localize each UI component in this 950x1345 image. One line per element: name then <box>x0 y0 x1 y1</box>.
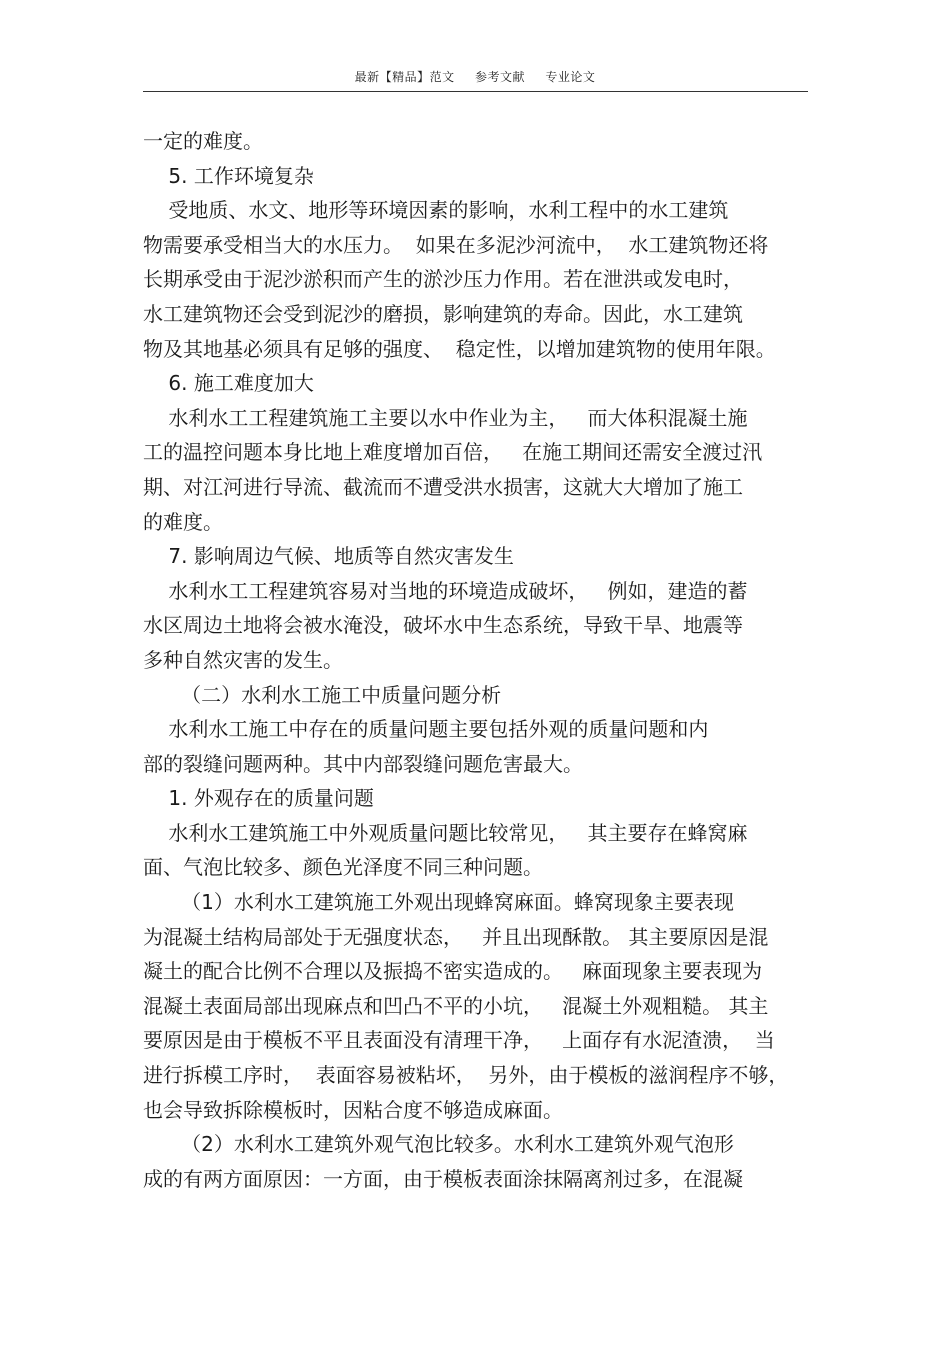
section-heading: （二）水利水工施工中质量问题分析 <box>143 682 502 707</box>
text-line: 水利水工施工中存在的质量问题主要包括外观的质量问题和内 <box>143 717 709 742</box>
text-line: 水利水工工程建筑容易对当地的环境造成破坏， 例如，建造的蓄 <box>143 578 748 603</box>
text-line: 混凝土表面局部出现麻点和凹凸不平的小坑， 混凝土外观粗糙。 其主 <box>143 993 769 1018</box>
text-line: 长期承受由于泥沙淤积而产生的淤沙压力作用。若在泄洪或发电时， <box>143 267 743 292</box>
text-line: 期、对江河进行导流、截流而不遭受洪水损害，这就大大增加了施工 <box>143 474 743 499</box>
text-line: 进行拆模工序时， 表面容易被粘坏， 另外，由于模板的滋润程序不够， <box>143 1063 789 1088</box>
text-line: 物需要承受相当大的水压力。 如果在多泥沙河流中， 水工建筑物还将 <box>143 232 769 257</box>
header-item: 最新【精品】范文 <box>354 70 455 84</box>
text-line: 面、气泡比较多、颜色光泽度不同三种问题。 <box>143 855 543 880</box>
text-line: 成的有两方面原因：一方面，由于模板表面涂抹隔离剂过多，在混凝 <box>143 1166 743 1191</box>
body-text <box>143 124 823 1196</box>
header-divider <box>143 91 808 92</box>
text-line: 的难度。 <box>143 509 223 534</box>
text-line: 水工建筑物还会受到泥沙的磨损，影响建筑的寿命。因此，水工建筑 <box>143 301 743 326</box>
page-header <box>0 68 950 85</box>
section-heading: 6. 施工难度加大 <box>143 371 314 396</box>
text-line: （1）水利水工建筑施工外观出现蜂窝麻面。蜂窝现象主要表现 <box>143 890 734 915</box>
section-heading: 7. 影响周边气候、地质等自然灾害发生 <box>143 544 514 569</box>
text-line: 水区周边土地将会被水淹没，破坏水中生态系统，导致干旱、地震等 <box>143 613 743 638</box>
header-item: 参考文献 <box>474 70 525 84</box>
section-heading: 5. 工作环境复杂 <box>143 163 314 188</box>
section-heading: 1. 外观存在的质量问题 <box>143 786 374 811</box>
text-line: 受地质、水文、地形等环境因素的影响，水利工程中的水工建筑 <box>143 198 729 223</box>
text-line: （2）水利水工建筑外观气泡比较多。水利水工建筑外观气泡形 <box>143 1132 734 1157</box>
text-line: 水利水工工程建筑施工主要以水中作业为主， 而大体积混凝土施 <box>143 405 748 430</box>
text-line: 部的裂缝问题两种。其中内部裂缝问题危害最大。 <box>143 751 583 776</box>
text-line: 要原因是由于模板不平且表面没有清理干净， 上面存有水泥渣溃， 当 <box>143 1028 775 1053</box>
text-line: 多种自然灾害的发生。 <box>143 647 343 672</box>
text-line: 一定的难度。 <box>143 129 263 153</box>
text-line: 凝土的配合比例不合理以及振捣不密实造成的。 麻面现象主要表现为 <box>143 959 763 984</box>
text-line: 物及其地基必须具有足够的强度、 稳定性，以增加建筑物的使用年限。 <box>143 336 776 361</box>
header-item: 专业论文 <box>545 70 596 84</box>
text-line: 工的温控问题本身比地上难度增加百倍， 在施工期间还需安全渡过汛 <box>143 440 763 465</box>
text-line: 为混凝土结构局部处于无强度状态， 并且出现酥散。 其主要原因是混 <box>143 924 769 949</box>
text-line: 也会导致拆除模板时，因粘合度不够造成麻面。 <box>143 1097 563 1122</box>
text-line: 水利水工建筑施工中外观质量问题比较常见， 其主要存在蜂窝麻 <box>143 820 748 845</box>
